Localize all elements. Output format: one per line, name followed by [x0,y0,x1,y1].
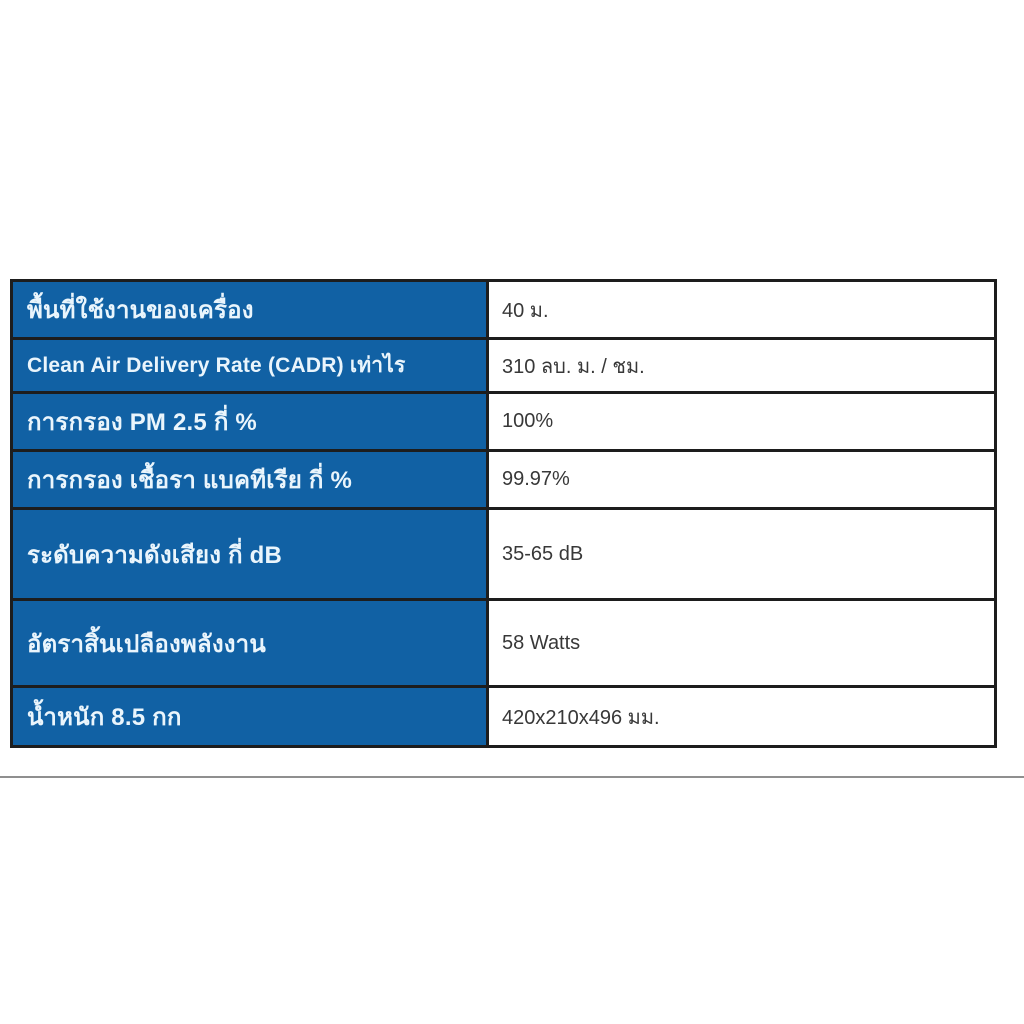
spec-label-cell: Clean Air Delivery Rate (CADR) เท่าไร [12,339,488,393]
spec-label-cell: การกรอง PM 2.5 กี่ % [12,393,488,451]
horizontal-divider [0,776,1024,778]
spec-value-cell: 40 ม. [488,281,996,339]
spec-value-cell: 100% [488,393,996,451]
table-row [12,281,996,339]
table-row [12,509,996,600]
spec-value-cell: 420x210x496 มม. [488,687,996,747]
spec-label-cell: การกรอง เชื้อรา แบคทีเรีย กี่ % [12,451,488,509]
spec-label-cell: ระดับความดังเสียง กี่ dB [12,509,488,600]
spec-label-cell: น้ำหนัก 8.5 กก [12,687,488,747]
spec-label-cell: พื้นที่ใช้งานของเครื่อง [12,281,488,339]
table-row [12,451,996,509]
spec-value-cell: 58 Watts [488,600,996,687]
spec-value-cell: 35-65 dB [488,509,996,600]
spec-value-cell: 99.97% [488,451,996,509]
spec-value-cell: 310 ลบ. ม. / ชม. [488,339,996,393]
table-row [12,339,996,393]
spec-table [10,279,997,748]
spec-label-cell: อัตราสิ้นเปลืองพลังงาน [12,600,488,687]
table-row [12,393,996,451]
table-row [12,687,996,747]
table-row [12,600,996,687]
